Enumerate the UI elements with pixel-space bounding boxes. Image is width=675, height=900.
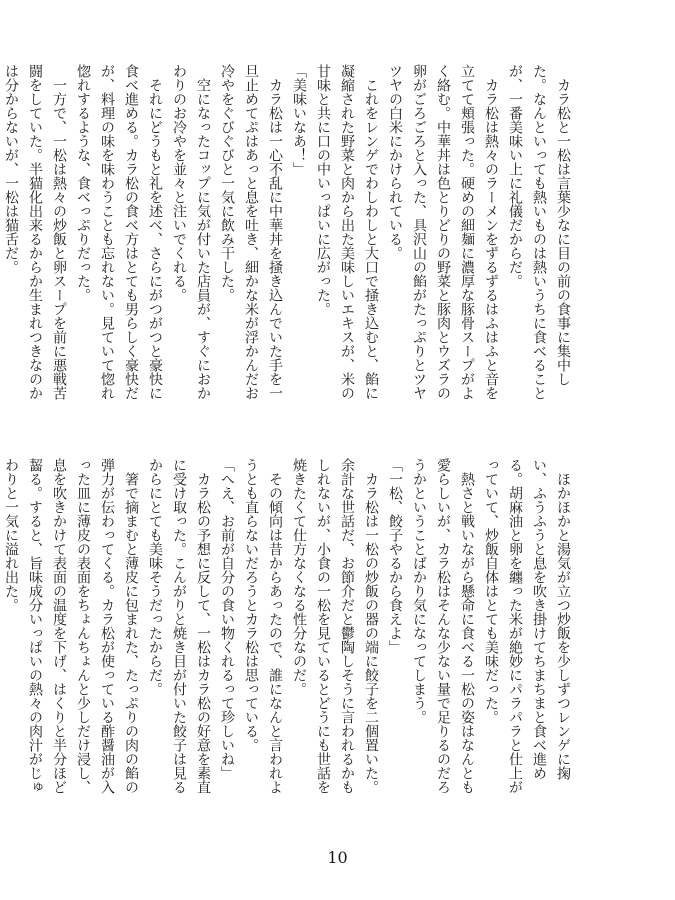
paragraph: 熱さと戦いながら懸命に食べる一松の姿はなんとも愛らしいが、カラ松はそんな少ない量で足りるのだろうかということばかり気になってしまう。 <box>411 458 475 794</box>
paragraph: それにどうもと礼を述べ、さらにがつがつと豪快に食べ進める。カラ松の食べ方はとても男らしく豪快だが、料理の味を味わうことも忘れない。見ていて惚れ惚れするような、食べっぷりだった。 <box>75 64 163 400</box>
paragraph: 箸で摘まむと薄皮に包まれた、たっぷりの肉の餡の弾力が伝わってくる。カラ松が使っている酢醤油が入った皿に薄皮の表面をちょんちょんと少しだけ浸し、息を吹きかけて表面の温度を下げ、はくりと半分ほど齧る。すると、旨味成分いっぱいの熱々の肉汁がじゅわりと一気に溢れ出た。 <box>3 458 139 794</box>
paragraph: カラ松の予想に反して、一松はカラ松の好意を素直に受け取った。こんがりと焼き目が付いた餃子は見るからにとても美味そうだったからだ。 <box>147 458 211 794</box>
paragraph: これをレンゲでわしわしと大口で掻き込むと、餡に凝縮された野菜と肉から出た美味しいエキスが、米の甘味と共に口の中いっぱいに広がった。 <box>315 64 379 400</box>
paragraph: カラ松は一松の炒飯の器の端に餃子を二個置いた。余計な世話だ、お節介だと鬱陶しそうに言われるかもしれないが、小食の一松を見ているとどうにも世話を焼きたくて仕方なくなる性分なのだ。 <box>291 458 379 794</box>
text-block-top <box>3 64 575 402</box>
paragraph: その傾向は昔からあったので、誰になんと言われようとも直らないだろうとカラ松は思っている。 <box>243 458 283 794</box>
dialogue-line: 「へえ、お前が自分の食い物くれるって珍しいね」 <box>219 458 235 780</box>
text-block-bottom <box>3 458 575 796</box>
paragraph: 空になったコップに気が付いた店員が、すぐにおかわりのお冷やを並々と注いでくれる。 <box>171 64 211 400</box>
dialogue-line: 「美味いなあ！」 <box>291 64 307 176</box>
paragraph: 一方で、一松は熱々の炒飯と卵スープを前に悪戦苦闘をしていた。半猫化出来るからか生まれつきなのかは分からないが、一松は猫舌だ。 <box>3 64 67 400</box>
dialogue-line: 「一松、餃子やるから食えよ」 <box>387 458 403 654</box>
paragraph: カラ松は一心不乱に中華丼を掻き込んでいた手を一旦止めてぷはあっと息を吐き、細かな米が浮かんだお冷やをぐびぐびと一気に飲み干した。 <box>219 64 283 400</box>
paragraph: カラ松と一松は言葉少なに目の前の食事に集中した。なんといっても熱いものは熱いうちに食べることが、一番美味い上に礼儀だからだ。 <box>507 64 571 400</box>
paragraph: カラ松は熱々のラーメンをずるずるはふはふと音を立てて頬張った。硬めの細麺に濃厚な豚骨スープがよく絡む。中華丼は色とりどりの野菜と豚肉とウズラの卵がごろごろと入った、具沢山の餡がたっぷりとツヤツヤの白米にかけられている。 <box>387 64 499 400</box>
page-number: 10 <box>327 848 348 867</box>
paragraph: ほかほかと湯気が立つ炒飯を少しずつレンゲに掬い、ふうふうと息を吹き掛けてちまちまと食べ進める。胡麻油と卵を纏った米が絶妙にパラパラと仕上がっていて、炒飯自体はとても美味だった。 <box>483 458 571 794</box>
